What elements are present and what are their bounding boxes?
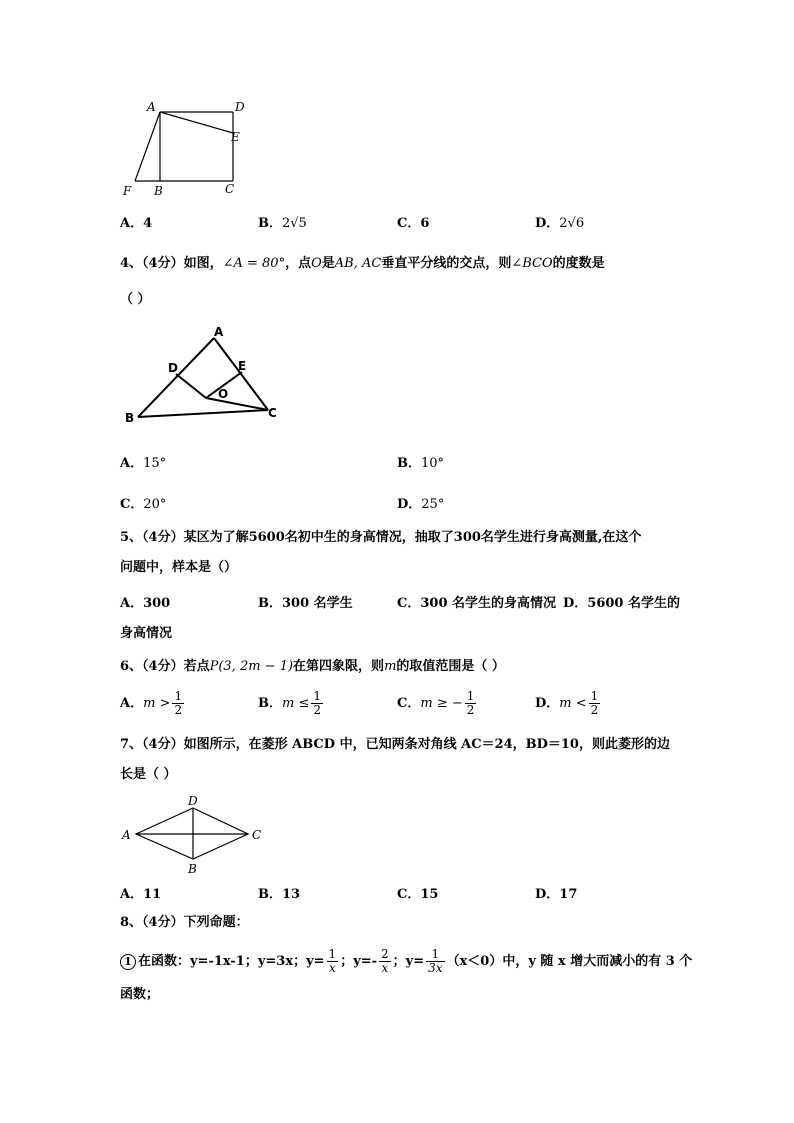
q4-stem-prefix: 4、（4分）如图， — [120, 256, 223, 271]
q6-option-d-den: 2 — [590, 703, 599, 717]
q3-option-c: C．6 — [397, 216, 430, 231]
q4-option-c — [120, 493, 166, 512]
q4-label-a: A — [214, 325, 224, 339]
q7-stem-line2: 长是（ ） — [120, 767, 177, 782]
q4-option-a-value: 15° — [143, 456, 167, 471]
q3-option-b-label: B． — [258, 216, 282, 231]
q6-option-c-label: C． — [397, 696, 421, 711]
q5-stem-line2: 问题中，样本是（） — [120, 560, 238, 575]
q5-option-b: B．300 名学生 — [258, 596, 353, 611]
q6-option-c — [397, 690, 478, 717]
q5-option-a: A．300 — [120, 596, 171, 611]
q4-stem-suffix: 的度数是 — [552, 256, 605, 271]
q6-option-a — [120, 690, 186, 717]
q3-option-a: A．4 — [120, 216, 153, 231]
q4-option-c-value: 20° — [143, 497, 167, 512]
q6-stem-prefix: 6、（4分）若点 — [120, 659, 210, 674]
q8-fraction-3 — [426, 948, 444, 975]
q4-option-c-label: C． — [120, 497, 144, 512]
q7-stem-line1: 7、（4分）如图所示，在菱形 ABCD 中，已知两条对角线 AC＝24，BD＝10，则此菱形的边 — [120, 737, 670, 752]
q6-option-d-num: 1 — [590, 689, 599, 703]
q6-option-b-den: 2 — [313, 703, 321, 717]
q8-f1-num: 1 — [328, 947, 337, 961]
q3-option-d-label: D． — [535, 216, 560, 231]
q7-option-d: D．17 — [535, 887, 578, 902]
q4-point: O — [311, 256, 322, 271]
figure-rhombus-abcd — [118, 792, 268, 877]
q7-option-b: B．13 — [258, 887, 301, 902]
q6-option-c-num: 1 — [466, 689, 475, 703]
q6-option-d-label: D． — [535, 696, 560, 711]
label-a: A — [147, 100, 156, 114]
q4-option-d-value: 25° — [421, 497, 445, 512]
q6-option-d-fraction — [589, 690, 601, 717]
q6-option-a-rel: m > — [143, 696, 171, 711]
q4-label-c: C — [268, 406, 277, 420]
q8-f3-den: 3x — [428, 961, 443, 975]
q7-label-c: C — [252, 828, 262, 842]
q3-option-b — [258, 212, 307, 231]
q4-stem-mid1: ，点 — [285, 256, 312, 271]
q7-label-a: A — [122, 828, 131, 842]
q6-stem-suffix: 的取值范围是（ ） — [396, 659, 505, 674]
q4-option-a — [120, 452, 166, 471]
q6-option-b — [258, 690, 325, 717]
q4-target: ∠BCO — [511, 256, 553, 271]
q8-item-text2: ；y=- — [340, 954, 378, 969]
q4-answer-paren: （ ） — [120, 292, 151, 307]
q6-option-b-fraction — [311, 690, 323, 717]
q6-option-b-rel: m ≤ — [282, 696, 310, 711]
q4-label-b: B — [125, 411, 135, 425]
q8-f3-num: 1 — [426, 948, 444, 962]
q4-angle: ∠A = 80° — [222, 256, 286, 271]
label-c: C — [225, 182, 235, 196]
label-b: B — [154, 184, 163, 198]
q7-option-a: A．11 — [120, 887, 162, 902]
q8-f2-num: 2 — [381, 947, 389, 961]
q6-option-b-num: 1 — [313, 689, 321, 703]
q4-label-o: O — [218, 387, 229, 401]
q8-f1-den: x — [328, 961, 336, 975]
q3-option-d — [535, 212, 584, 231]
q6-option-a-den: 2 — [174, 703, 183, 717]
q4-option-d-label: D． — [397, 497, 422, 512]
q6-stem — [120, 657, 505, 677]
q6-option-a-num: 1 — [174, 689, 183, 703]
q4-label-e: E — [238, 359, 247, 373]
q4-stem-mid3: 垂直平分线的交点，则 — [381, 256, 512, 271]
q6-stem-mid: 在第四象限，则 — [293, 659, 385, 674]
q4-option-b-label: B． — [397, 456, 421, 471]
q8-item-text1: 在函数：y=-1x-1；y=3x；y= — [138, 954, 325, 969]
q4-option-b — [397, 452, 444, 471]
q4-stem-mid2: 是 — [321, 256, 335, 271]
q5-option-c: C．300 名学生的身高情况 — [397, 596, 557, 611]
q5-stem-line1: 5、（4分）某区为了解5600名初中生的身高情况，抽取了300名学生进行身高测量,在这个 — [120, 530, 642, 545]
figure-square-abcd — [115, 95, 255, 200]
figure-triangle-abc — [118, 322, 288, 427]
q6-option-d — [535, 690, 602, 717]
q7-option-c: C．15 — [397, 887, 439, 902]
q8-f2-den: x — [381, 961, 389, 975]
label-e: E — [231, 130, 240, 144]
q8-item-text3: ；y= — [392, 954, 425, 969]
q8-item-marker: 1 — [120, 954, 136, 970]
q8-item-text4: （x＜0）中，y 随 x 增大而减小的有 3 个 — [446, 954, 693, 969]
q8-item-1-continued: 函数； — [120, 987, 160, 1002]
q6-option-c-den: 2 — [466, 703, 475, 717]
q8-stem: 8、（4分）下列命题： — [120, 915, 249, 930]
q6-option-c-rel: m ≥ − — [420, 696, 463, 711]
q7-label-d: D — [188, 794, 198, 808]
label-d: D — [235, 100, 245, 114]
q7-label-b: B — [188, 862, 197, 876]
q8-fraction-2 — [379, 948, 391, 975]
label-f: F — [123, 184, 132, 198]
q6-option-a-fraction — [172, 690, 184, 717]
q3-option-d-value: 2√6 — [559, 216, 585, 231]
q5-option-d: D．5600 名学生的 — [563, 596, 680, 611]
q8-fraction-1 — [327, 948, 339, 975]
q4-option-a-label: A． — [120, 456, 144, 471]
q4-option-b-value: 10° — [421, 456, 445, 471]
q4-stem — [120, 254, 605, 274]
q4-label-d: D — [168, 361, 178, 375]
q4-option-d — [397, 493, 444, 512]
q5-option-d-continued: 身高情况 — [120, 626, 173, 641]
q6-point: P(3, 2m − 1) — [209, 659, 294, 674]
q3-option-b-value: 2√5 — [282, 216, 307, 231]
q6-option-a-label: A． — [120, 696, 144, 711]
q8-item-1 — [120, 948, 692, 975]
q6-var: m — [384, 659, 397, 674]
q4-segments: AB, AC — [334, 256, 382, 271]
q6-option-c-fraction — [465, 690, 477, 717]
q6-option-d-rel: m < — [559, 696, 587, 711]
q6-option-b-label: B． — [258, 696, 282, 711]
